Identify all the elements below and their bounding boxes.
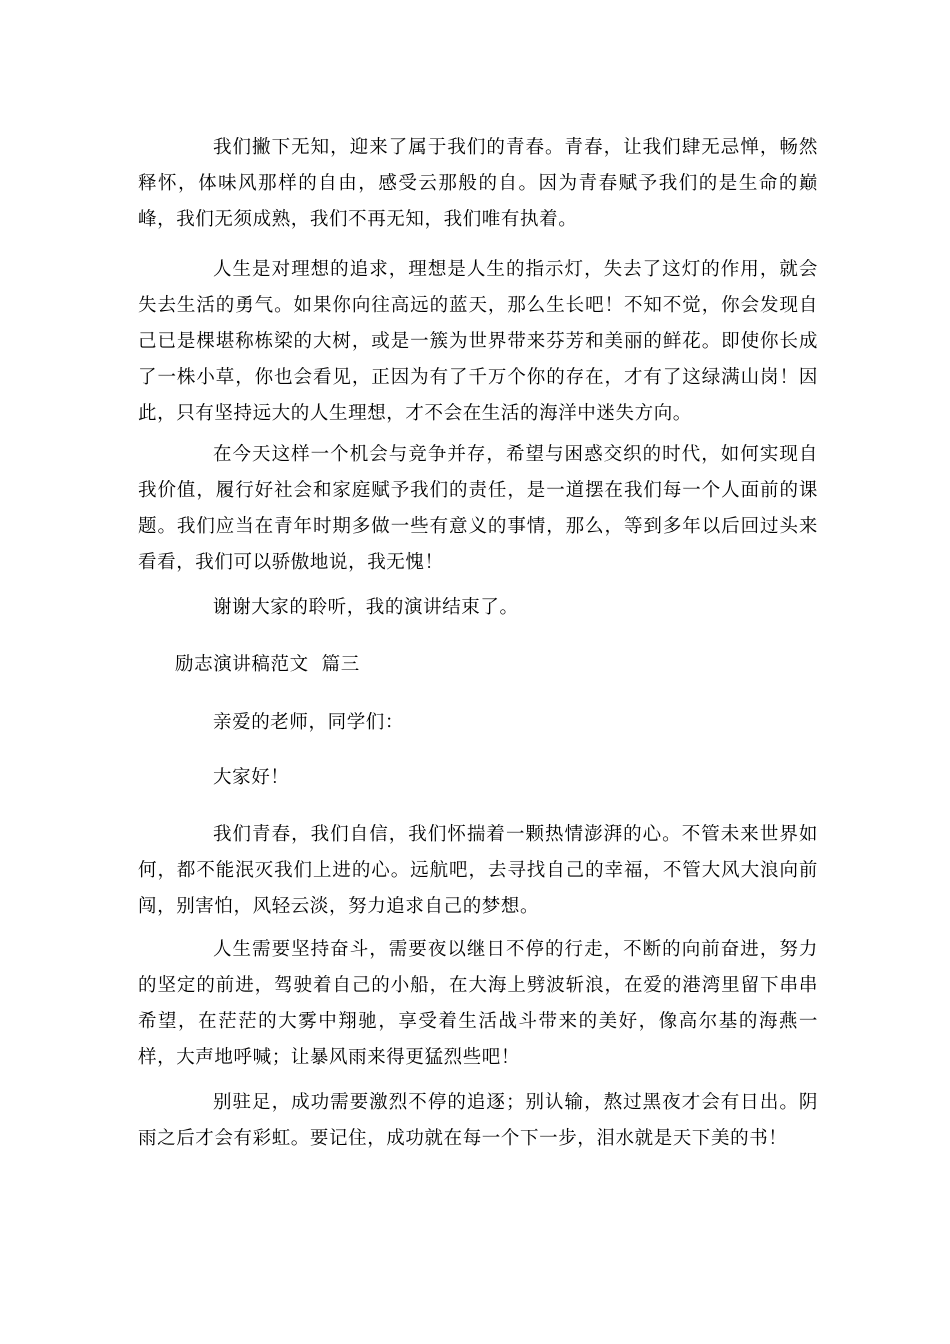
paragraph-closing: 谢谢大家的聆听，我的演讲结束了。	[213, 597, 519, 618]
paragraph-confidence: 我们青春，我们自信，我们怀揣着一颗热情澎湃的心。不管未来世界如何，都不能泯灭我们上进的心。远航吧，去寻找自己的幸福，不管大风大浪向前闯，别害怕，风轻云淡，努力追求自己的梦想。	[138, 824, 818, 917]
salutation: 亲爱的老师，同学们：	[213, 712, 405, 733]
paragraph-success: 别驻足，成功需要激烈不停的追逐；别认输，熬过黑夜才会有日出。阴雨之后才会有彩虹。要记住，成功就在每一个下一步，泪水就是天下美的书！	[138, 1092, 818, 1149]
paragraph-self-worth: 在今天这样一个机会与竞争并存，希望与困惑交织的时代，如何实现自我价值，履行好社会和家庭赋予我们的责任，是一道摆在我们每一个人面前的课题。我们应当在青年时期多做一些有意义的事情，那么，等到多年以后回过头来看看，我们可以骄傲地说，我无愧！	[138, 444, 818, 573]
greeting: 大家好！	[213, 767, 290, 788]
paragraph-ideals: 人生是对理想的追求，理想是人生的指示灯，失去了这灯的作用，就会失去生活的勇气。如果你向往高远的蓝天，那么生长吧！不知不觉，你会发现自己已是棵堪称栋梁的大树，或是一簇为世界带来芬芳和美丽的鲜花。即使你长成了一株小草，你也会看见，正因为有了千万个你的存在，才有了这绿满山岗！因此，只有坚持远大的人生理想，才不会在生活的海洋中迷失方向。	[138, 259, 818, 424]
paragraph-youth: 我们撇下无知，迎来了属于我们的青春。青春，让我们肆无忌惮，畅然释怀，体味风那样的自由，感受云那般的自。因为青春赋予我们的是生命的巅峰，我们无须成熟，我们不再无知，我们唯有执着。	[138, 137, 818, 230]
paragraph-struggle: 人生需要坚持奋斗，需要夜以继日不停的行走，不断的向前奋进，努力的坚定的前进，驾驶着自己的小船，在大海上劈波斩浪，在爱的港湾里留下串串希望，在茫茫的大雾中翔驰，享受着生活战斗带来的美好，像高尔基的海燕一样，大声地呼喊；让暴风雨来得更猛烈些吧！	[138, 939, 818, 1068]
section-heading: 励志演讲稿范文 篇三	[175, 654, 360, 675]
